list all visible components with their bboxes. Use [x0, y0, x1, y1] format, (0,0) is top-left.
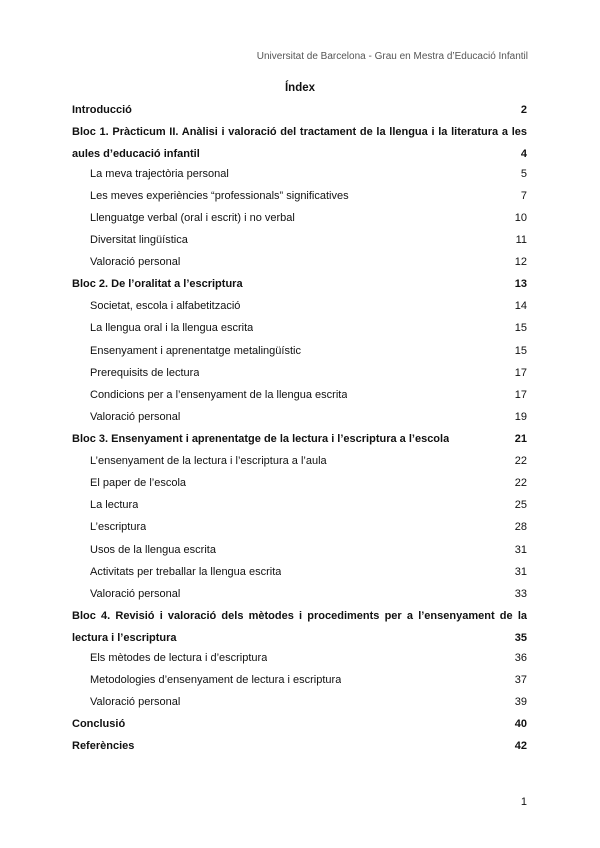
toc-entry-page: 11	[515, 234, 527, 246]
toc-entry-page: 14	[514, 300, 527, 312]
page-title: Índex	[284, 82, 316, 94]
toc-entry[interactable]	[72, 583, 527, 605]
toc-entry[interactable]	[72, 647, 527, 669]
toc-entry-title: Metodologies d’ensenyament de lectura i escriptura	[90, 674, 342, 686]
toc-entry-page: 42	[514, 740, 527, 752]
toc-entry-title: Introducció	[72, 104, 132, 116]
toc-entry-page: 17	[514, 389, 527, 401]
toc-entry[interactable]	[72, 516, 527, 538]
toc-entry[interactable]	[72, 691, 527, 713]
toc-entry-page: 4	[520, 148, 527, 160]
toc-entry[interactable]	[72, 185, 527, 207]
toc-entry-title: Llenguatge verbal (oral i escrit) i no verbal	[90, 212, 295, 224]
toc-entry[interactable]	[72, 494, 527, 516]
toc-entry-title: Les meves experiències “professionals” significatives	[90, 190, 349, 202]
toc-entry-page: 39	[514, 696, 527, 708]
toc-entry-page: 19	[514, 411, 527, 423]
toc-entry-page: 2	[520, 104, 527, 116]
toc-entry-title: Condicions per a l’ensenyament de la llengua escrita	[90, 389, 348, 401]
toc-entry-page: 21	[514, 433, 527, 445]
toc-entry-title: Prerequisits de lectura	[90, 367, 200, 379]
toc-entry-title: Referències	[72, 740, 135, 752]
toc-entry-page: 31	[514, 566, 527, 578]
toc-entry-title: Bloc 2. De l’oralitat a l’escriptura	[72, 278, 243, 290]
toc-entry-page: 13	[514, 278, 527, 290]
running-header: Universitat de Barcelona - Grau en Mestra d’Educació Infantil	[256, 51, 528, 62]
toc-entry-introduccio[interactable]	[72, 99, 527, 121]
toc-entry-page: 17	[514, 367, 527, 379]
toc-entry-title: Valoració personal	[90, 411, 181, 423]
toc-entry-title: Societat, escola i alfabetització	[90, 300, 241, 312]
toc-entry[interactable]	[72, 295, 527, 317]
toc-entry-page: 7	[520, 190, 527, 202]
toc-entry-page: 36	[514, 652, 527, 664]
toc-entry-page: 33	[514, 588, 527, 600]
toc-entry-title: Usos de la llengua escrita	[90, 544, 216, 556]
toc-entry[interactable]	[72, 669, 527, 691]
toc-entry-title: Diversitat lingüística	[90, 234, 188, 246]
toc-entry-page: 22	[514, 477, 527, 489]
toc-entry-page: 15	[514, 345, 527, 357]
toc-entry-title: La llengua oral i la llengua escrita	[90, 322, 254, 334]
toc-entry-title: Bloc 1. Pràcticum II. Anàlisi i valoració del tractament de la llengua i la literatura a les aules d’educació infantil	[72, 126, 527, 160]
toc-entry[interactable]	[72, 406, 527, 428]
toc-entry-title: Bloc 3. Ensenyament i aprenentatge de la lectura i l’escriptura a l’escola	[72, 433, 450, 445]
toc-entry-page: 28	[514, 521, 527, 533]
toc-entry-title: L’escriptura	[90, 521, 147, 533]
toc-entry[interactable]	[72, 163, 527, 185]
toc-entry-page: 31	[514, 544, 527, 556]
toc-entry-bloc-1[interactable]	[72, 121, 527, 165]
toc-entry[interactable]	[72, 251, 527, 273]
toc-entry[interactable]	[72, 384, 527, 406]
toc-entry-page: 35	[514, 632, 527, 644]
toc-entry-title: Els mètodes de lectura i d’escriptura	[90, 652, 268, 664]
toc-entry-page: 22	[514, 455, 527, 467]
toc-entry-title: El paper de l’escola	[90, 477, 187, 489]
toc-entry-title: L’ensenyament de la lectura i l’escriptura a l’aula	[90, 455, 327, 467]
toc-entry[interactable]	[72, 362, 527, 384]
toc-entry-title: La meva trajectòria personal	[90, 168, 229, 180]
toc-entry[interactable]	[72, 207, 527, 229]
page-number: 1	[520, 796, 527, 808]
toc-entry-title: Valoració personal	[90, 588, 181, 600]
toc-entry[interactable]	[72, 561, 527, 583]
toc-entry-page: 12	[514, 256, 527, 268]
toc-entry-page: 10	[514, 212, 527, 224]
toc-entry-page: 5	[520, 168, 527, 180]
toc-entry-page: 15	[514, 322, 527, 334]
toc-entry-referencies[interactable]	[72, 735, 527, 757]
toc-entry-page: 37	[514, 674, 527, 686]
toc-entry-bloc-4[interactable]	[72, 605, 527, 649]
toc-entry-title: Ensenyament i aprenentatge metalingüístic	[90, 345, 301, 357]
toc-entry-title: Bloc 4. Revisió i valoració dels mètodes i procediments per a l’ensenyament de la lectura i l’escriptura	[72, 610, 527, 644]
toc-entry[interactable]	[72, 317, 527, 339]
toc-entry[interactable]	[72, 539, 527, 561]
toc-entry-title: Valoració personal	[90, 696, 181, 708]
toc-entry-title: Valoració personal	[90, 256, 181, 268]
toc-entry-title: Activitats per treballar la llengua escrita	[90, 566, 282, 578]
toc-entry-title: La lectura	[90, 499, 139, 511]
toc-entry[interactable]	[72, 340, 527, 362]
toc-entry-bloc-2[interactable]	[72, 273, 527, 295]
toc-entry-page: 40	[514, 718, 527, 730]
toc-entry-page: 25	[514, 499, 527, 511]
toc-entry-conclusio[interactable]	[72, 713, 527, 735]
toc-entry[interactable]	[72, 229, 527, 251]
toc-entry[interactable]	[72, 450, 527, 472]
toc-entry-bloc-3[interactable]	[72, 428, 527, 450]
toc-entry-title: Conclusió	[72, 718, 126, 730]
toc-entry[interactable]	[72, 472, 527, 494]
